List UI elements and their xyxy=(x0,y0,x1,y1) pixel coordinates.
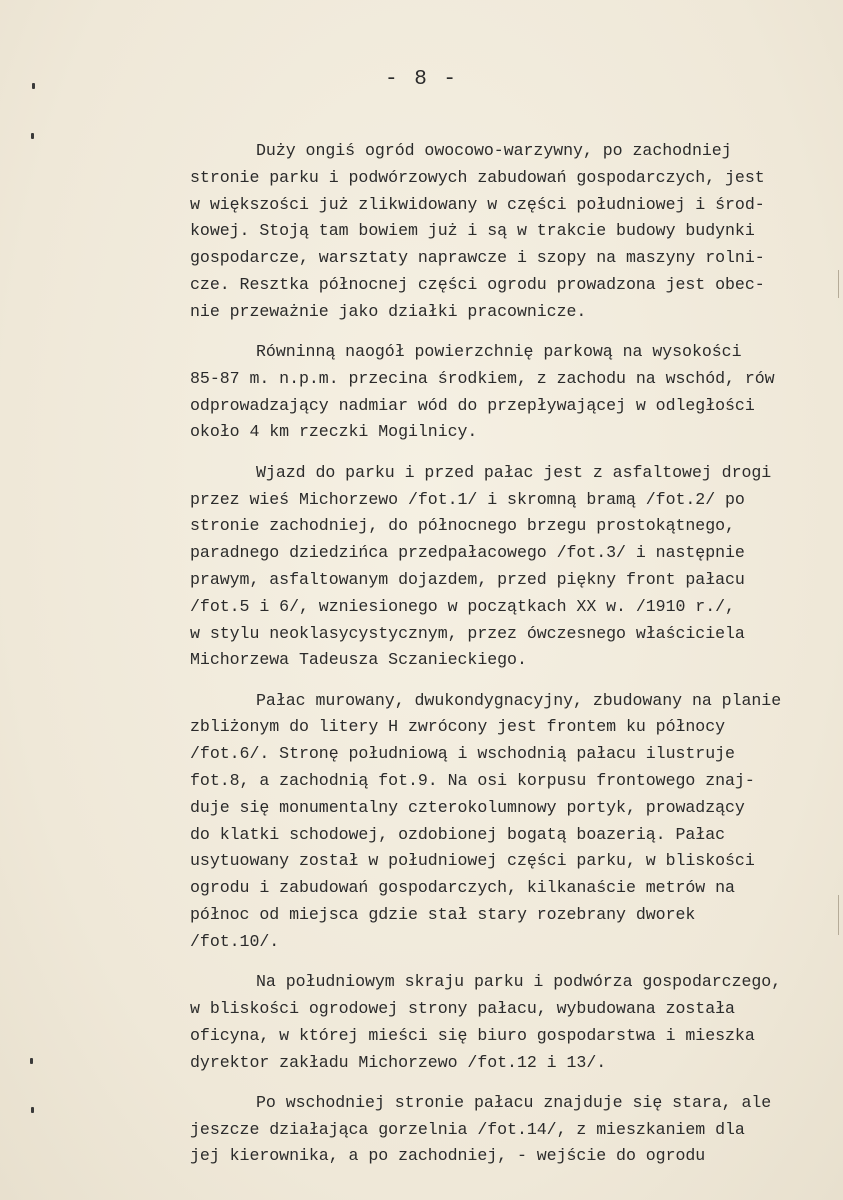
text-line: 85-87 m. n.p.m. przecina środkiem, z zachodu na wschód, rów xyxy=(190,368,775,388)
text-line: odprowadzający nadmiar wód do przepływającej w odległości xyxy=(190,395,755,415)
text-line: Na południowym skraju parku i podwórza gospodarczego, xyxy=(256,972,782,992)
paragraph xyxy=(190,460,830,674)
text-line: przez wieś Michorzewo /fot.1/ i skromną bramą /fot.2/ po xyxy=(190,489,745,509)
text-line: Równinną naogół powierzchnię parkową na wysokości xyxy=(256,342,742,362)
text-line: północ od miejsca gdzie stał stary rozebrany dworek xyxy=(190,905,696,925)
text-line: stronie zachodniej, do północnego brzegu prostokątnego, xyxy=(190,516,735,536)
text-line: /fot.5 i 6/, wzniesionego w początkach XX w. /1910 r./, xyxy=(190,596,735,616)
text-line: oficyna, w której mieści się biuro gospodarstwa i mieszka xyxy=(190,1025,755,1045)
text-line: ogrodu i zabudowań gospodarczych, kilkanaście metrów na xyxy=(190,878,735,898)
page-number: - 8 - xyxy=(384,68,458,91)
binding-hole-mark xyxy=(31,133,34,139)
text-line: w stylu neoklasycystycznym, przez ówczesnego właściciela xyxy=(190,623,745,643)
text-line: jej kierownika, a po zachodniej, - wejście do ogrodu xyxy=(190,1146,706,1166)
page-edge-mark xyxy=(838,895,839,935)
text-line: fot.8, a zachodnią fot.9. Na osi korpusu frontowego znaj- xyxy=(190,771,755,791)
text-line: do klatki schodowej, ozdobionej bogatą boazerią. Pałac xyxy=(190,824,726,844)
text-line: Pałac murowany, dwukondygnacyjny, zbudowany na planie xyxy=(256,690,782,710)
text-line: usytuowany został w południowej części parku, w bliskości xyxy=(190,851,755,871)
paragraph xyxy=(190,688,830,956)
text-line: kowej. Stoją tam bowiem już i są w trakcie budowy budynki xyxy=(190,221,755,241)
text-line: w bliskości ogrodowej strony pałacu, wybudowana została xyxy=(190,998,735,1018)
text-line: Michorzewa Tadeusza Sczanieckiego. xyxy=(190,650,527,670)
text-line: około 4 km rzeczki Mogilnicy. xyxy=(190,422,478,442)
text-line: zbliżonym do litery H zwrócony jest frontem ku północy xyxy=(190,717,726,737)
text-line: stronie parku i podwórzowych zabudowań gospodarczych, jest xyxy=(190,167,765,187)
text-line: Wjazd do parku i przed pałac jest z asfaltowej drogi xyxy=(256,462,772,482)
text-line: nie przeważnie jako działki pracownicze. xyxy=(190,301,587,321)
text-line: cze. Resztka północnej części ogrodu prowadzona jest obec- xyxy=(190,274,765,294)
text-line: /fot.6/. Stronę południową i wschodnią pałacu ilustruje xyxy=(190,744,735,764)
text-line: Duży ongiś ogród owocowo-warzywny, po zachodniej xyxy=(256,141,732,160)
paragraph xyxy=(190,1090,830,1170)
text-line: Po wschodniej stronie pałacu znajduje się stara, ale xyxy=(256,1092,772,1112)
paragraph xyxy=(190,138,830,326)
binding-hole-mark xyxy=(30,1058,33,1064)
text-line: prawym, asfaltowanym dojazdem, przed piękny front pałacu xyxy=(190,569,745,589)
text-line: paradnego dziedzińca przedpałacowego /fot.3/ i następnie xyxy=(190,543,745,563)
text-line: w większości już zlikwidowany w części południowej i środ- xyxy=(190,194,765,214)
body-text xyxy=(190,138,830,1184)
binding-hole-mark xyxy=(31,1107,34,1113)
text-line: gospodarcze, warsztaty naprawcze i szopy na maszyny rolni- xyxy=(190,248,765,268)
text-line: /fot.10/. xyxy=(190,931,280,951)
text-line: jeszcze działająca gorzelnia /fot.14/, z mieszkaniem dla xyxy=(190,1119,745,1139)
paragraph xyxy=(190,339,830,446)
text-line: duje się monumentalny czterokolumnowy portyk, prowadzący xyxy=(190,797,745,817)
paragraph xyxy=(190,969,830,1076)
page-edge-mark xyxy=(838,270,839,298)
text-line: dyrektor zakładu Michorzewo /fot.12 i 13/. xyxy=(190,1052,607,1072)
